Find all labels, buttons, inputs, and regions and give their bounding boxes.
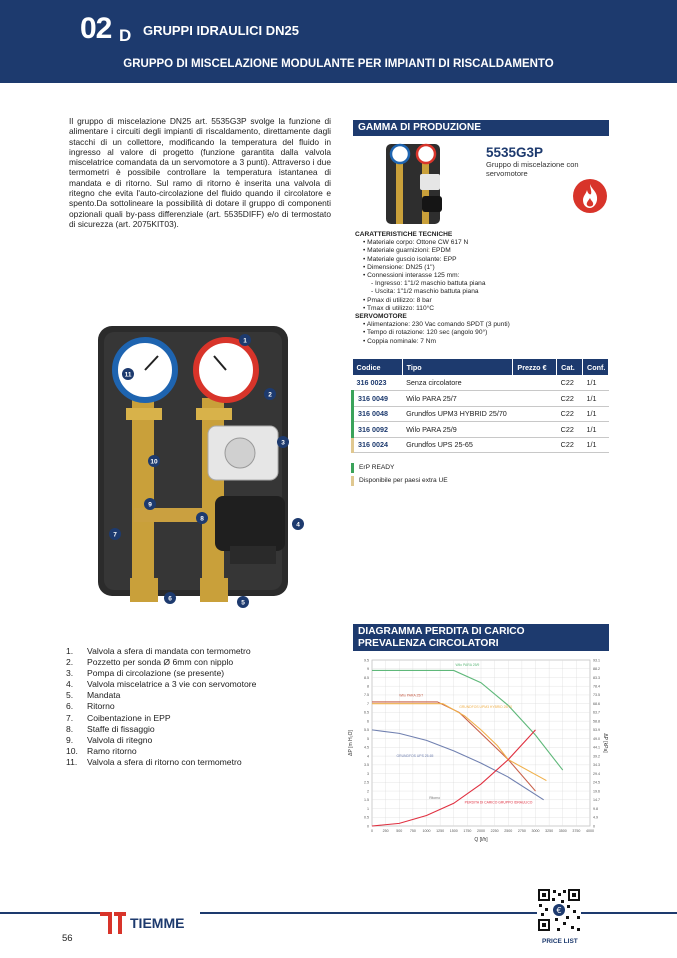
- y-tick-label: 1: [367, 806, 369, 811]
- callout-10: 10: [150, 458, 158, 466]
- y-tick-label: 0.5: [364, 815, 369, 820]
- x-tick-label: 2000: [477, 829, 485, 833]
- specs-heading: CARATTERISTICHE TECNICHE: [355, 231, 453, 238]
- y-tick-label: 3: [367, 771, 369, 776]
- spec-item: • Dimensione: DN25 (1"): [363, 263, 435, 271]
- x-tick-label: 250: [382, 829, 389, 833]
- x-tick-label: 4000: [586, 829, 594, 833]
- callout-3: 3: [281, 439, 285, 447]
- table-row: 316 0023 Senza circolatore C22 1/1: [353, 375, 609, 391]
- y-right-tick-label: 93.1: [593, 658, 600, 663]
- col-header-type: Tipo: [402, 359, 513, 375]
- y-right-tick-label: 83.3: [593, 675, 600, 680]
- page-number: 56: [62, 933, 73, 944]
- legend-item: 10. Ramo ritorno: [66, 745, 137, 756]
- table-row: 316 0024 Grundfos UPS 25-65 C22 1/1: [353, 437, 609, 453]
- y-right-tick-label: 44.1: [593, 745, 600, 750]
- series-label: GRUNDFOS UPM3 HYBRID 25/70: [459, 705, 513, 710]
- x-tick-label: 1250: [436, 829, 445, 833]
- x-tick-label: 1000: [422, 829, 431, 833]
- product-table: [351, 359, 609, 453]
- servomotor-heading: SERVOMOTORE: [355, 313, 407, 321]
- x-tick-label: 500: [396, 829, 403, 833]
- legend-item: 1. Valvola a sfera di mandata con termometro: [66, 646, 251, 656]
- col-header-price: Prezzo €: [513, 359, 557, 375]
- y-tick-label: 5: [367, 736, 369, 741]
- x-axis-label: Q [l/h]: [474, 837, 488, 843]
- legend-item: 3. Pompa di circolazione (se presente): [66, 668, 225, 679]
- y-tick-label: 6: [367, 719, 369, 724]
- y-right-tick-label: 29.4: [593, 771, 600, 776]
- pressure-chart: [338, 652, 610, 848]
- y-right-tick-label: 19.6: [593, 789, 600, 794]
- series-label: PERDITA DI CARICO GRUPPO IDRAULICO: [464, 800, 533, 805]
- intro-paragraph: Il gruppo di miscelazione DN25 art. 5535G3P svolge la funzione di alimentare i circuiti degli impianti di riscaldamento, direttamente dagli stacchi di un collettore, modificando la temperatura del fluido in ingresso al valore di progetto (funzione garantita dalla valvola miscelatrice comandata da un servomotore a 3 punti). Attraverso i due termometri è possibile controllare la temperatura istantanea di mandata e di ritorno. Sul ramo di ritorno è inserita una valvola di ritegno che evita l'auto-circolazione del fluido quando il circolatore e spento.Da sottolineare la possibilità di dotare il gruppo di componenti opzionali quali by-pass differenziale (art. 5535DIFF) e/o di termostato di sicurezza (art. 2075KIT03).: [69, 116, 331, 229]
- callout-2: 2: [268, 391, 272, 399]
- callout-5: 5: [241, 599, 245, 607]
- y-right-tick-label: 24.5: [593, 780, 600, 785]
- legend-item: 11. Valvola a sfera di ritorno con termometro: [66, 756, 242, 767]
- legend-item: 7. Coibentazione in EPP: [66, 712, 171, 723]
- y-right-tick-label: 0: [593, 824, 595, 829]
- price-list-label: PRICE LIST: [542, 938, 578, 945]
- series-label: GRUNDFOS UPS 25-65: [396, 753, 434, 758]
- x-tick-label: 2500: [504, 829, 513, 833]
- section-letter: D: [119, 26, 132, 45]
- y-tick-label: 8.5: [364, 675, 369, 680]
- y-right-tick-label: 58.8: [593, 719, 600, 724]
- product-thumbnail: [384, 140, 444, 228]
- section-number: 02: [80, 12, 112, 45]
- legend-item: 4. Valvola miscelatrice a 3 vie con servomotore: [66, 679, 257, 690]
- col-header-cat: Cat.: [557, 359, 583, 375]
- spec-item: • Materiale guscio isolante: EPP: [363, 255, 457, 263]
- spec-item: • Materiale guarnizioni: EPDM: [363, 247, 451, 255]
- callout-1: 1: [243, 337, 247, 345]
- chart-annotation: Ritorno: [429, 795, 441, 800]
- spec-item: • Coppia nominale: 7 Nm: [363, 337, 437, 345]
- legend-item: 2. Pozzetto per sonda Ø 6mm con nipplo: [66, 657, 234, 668]
- legend-item: 5. Mandata: [66, 690, 121, 701]
- tiemme-logo: [100, 912, 200, 934]
- y-right-tick-label: 14.7: [593, 798, 600, 803]
- erp-ready-note: ErP READY: [351, 463, 394, 473]
- svg-text:€: €: [556, 906, 562, 915]
- header-bar: [0, 0, 677, 83]
- y-tick-label: 9: [367, 667, 369, 672]
- y-tick-label: 4: [367, 754, 369, 759]
- callout-8: 8: [200, 515, 204, 523]
- extra-ue-note: Disponibile per paesi extra UE: [351, 476, 448, 486]
- technical-specs: [355, 231, 605, 346]
- callout-11: 11: [124, 371, 132, 379]
- y-right-tick-label: 88.2: [593, 667, 600, 672]
- spec-item: • Materiale corpo: Ottone CW 617 N: [363, 239, 469, 247]
- y-right-tick-label: 39.2: [593, 754, 600, 759]
- qr-code-icon[interactable]: [537, 888, 581, 932]
- y-right-tick-label: 34.3: [593, 763, 600, 768]
- flame-icon: [572, 178, 608, 214]
- series-label: Wilo PARA 25/7: [399, 693, 424, 698]
- x-tick-label: 3000: [531, 829, 540, 833]
- y-tick-label: 9.5: [364, 658, 369, 663]
- table-header-row: [353, 359, 609, 375]
- component-legend: [66, 646, 336, 768]
- x-tick-label: 3250: [545, 829, 554, 833]
- y-right-tick-label: 4.9: [593, 815, 598, 820]
- product-description: Gruppo di miscelazione con servomotore: [486, 160, 579, 178]
- col-header-conf: Conf.: [583, 359, 609, 375]
- diagram-title-line1: DIAGRAMMA PERDITA DI CARICO: [358, 626, 525, 637]
- diagram-heading: [353, 624, 609, 651]
- callout-6: 6: [168, 595, 172, 603]
- spec-subitem: - Ingresso: 1"1/2 maschio battuta piana: [371, 280, 486, 288]
- spec-subitem: - Uscita: 1"1/2 maschio battuta piana: [371, 288, 479, 296]
- y-right-tick-label: 53.9: [593, 728, 600, 733]
- y-right-tick-label: 49.0: [593, 736, 600, 741]
- y-tick-label: 2: [367, 789, 369, 794]
- callout-9: 9: [148, 501, 152, 509]
- spec-item: • Connessioni interasse 125 mm:: [363, 272, 460, 280]
- spec-item: • Tempo di rotazione: 120 sec (angolo 90°): [363, 329, 488, 337]
- y-tick-label: 1.5: [364, 798, 369, 803]
- spec-item: • Alimentazione: 230 Vac comando SPDT (3 punti): [363, 321, 510, 329]
- y-axis-label: ΔP [m H₂O]: [348, 730, 354, 756]
- spec-item: • Tmax di utilizzo: 110°C: [363, 304, 435, 312]
- x-tick-label: 3500: [558, 829, 567, 833]
- y-tick-label: 3.5: [364, 763, 369, 768]
- page-subtitle: GRUPPO DI MISCELAZIONE MODULANTE PER IMPIANTI DI RISCALDAMENTO: [123, 58, 554, 70]
- y-tick-label: 5.5: [364, 728, 369, 733]
- footer-stripe-right: [200, 912, 677, 914]
- product-photo: [90, 318, 320, 618]
- y-right-tick-label: 73.5: [593, 693, 600, 698]
- diagram-title-line2: PREVALENZA CIRCOLATORI: [358, 637, 499, 649]
- y-tick-label: 0: [367, 824, 369, 829]
- x-tick-label: 2750: [517, 829, 526, 833]
- y-tick-label: 8: [367, 684, 369, 689]
- x-tick-label: 2250: [490, 829, 499, 833]
- y-right-tick-label: 9.8: [593, 806, 598, 811]
- table-row: 316 0049 Wilo PARA 25/7 C22 1/1: [353, 391, 609, 407]
- callout-7: 7: [113, 531, 117, 539]
- x-tick-label: 3750: [572, 829, 581, 833]
- y-right-tick-label: 63.7: [593, 710, 600, 715]
- product-code: 5535G3P: [486, 145, 544, 160]
- col-header-code: Codice: [353, 359, 403, 375]
- spec-item: • Pmax di utilizzo: 8 bar: [363, 296, 432, 304]
- y-right-axis-label: ΔP [kPa]: [602, 733, 608, 753]
- y-tick-label: 7.5: [364, 693, 369, 698]
- legend-item: 8. Staffe di fissaggio: [66, 723, 155, 734]
- y-tick-label: 6.5: [364, 710, 369, 715]
- gamma-heading: GAMMA DI PRODUZIONE: [353, 120, 609, 136]
- legend-item: 6. Ritorno: [66, 701, 115, 712]
- section-title: GRUPPI IDRAULICI DN25: [143, 23, 300, 38]
- brand-name: TIEMME: [130, 915, 185, 931]
- y-tick-label: 4.5: [364, 745, 369, 750]
- callout-4: 4: [296, 521, 300, 529]
- x-tick-label: 0: [371, 829, 373, 833]
- footer-stripe-left: [0, 912, 100, 914]
- x-tick-label: 1750: [463, 829, 472, 833]
- y-tick-label: 7: [367, 701, 369, 706]
- series-label: Wilo PARA 25/9: [455, 663, 480, 668]
- y-right-tick-label: 68.6: [593, 701, 600, 706]
- x-tick-label: 1500: [449, 829, 458, 833]
- table-row: 316 0092 Wilo PARA 25/9 C22 1/1: [353, 422, 609, 438]
- y-right-tick-label: 78.4: [593, 684, 600, 689]
- x-tick-label: 750: [409, 829, 416, 833]
- table-row: 316 0048 Grundfos UPM3 HYBRID 25/70 C22 1/1: [353, 406, 609, 422]
- y-tick-label: 2.5: [364, 780, 369, 785]
- legend-item: 9. Valvola di ritegno: [66, 734, 153, 745]
